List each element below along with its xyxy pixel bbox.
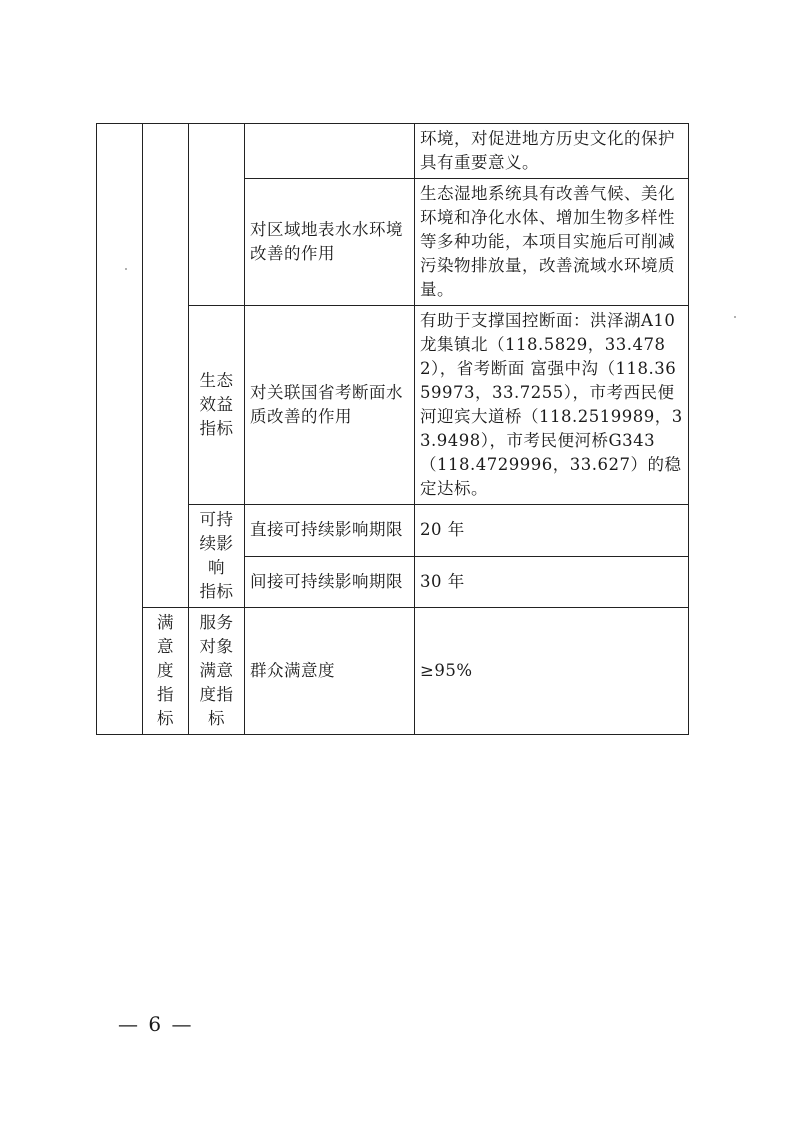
indicator-cell (245, 124, 415, 179)
satisfaction-category-cell: 满 意 度 指 标 (143, 608, 189, 735)
value-cell: 20 年 (415, 505, 689, 557)
value-cell: 30 年 (415, 556, 689, 608)
third-level-cell (189, 124, 245, 306)
indicator-cell: 直接可持续影响期限 (245, 505, 415, 557)
first-level-cell (97, 124, 143, 735)
ecological-benefit-group-cell: 生态 效益 指标 (189, 306, 245, 505)
indicator-cell: 对区域地表水水环境改善的作用 (245, 179, 415, 306)
second-level-cell (143, 124, 189, 608)
value-cell: 生态湿地系统具有改善气候、美化环境和净化水体、增加生物多样性等多种功能，本项目实施后可削减污染物排放量，改善流域水环境质量。 (415, 179, 689, 306)
table-row (97, 608, 689, 735)
sustainability-group-cell: 可持 续影 响 指标 (189, 505, 245, 608)
indicator-cell: 群众满意度 (245, 608, 415, 735)
value-cell: 有助于支撑国控断面：洪泽湖A10龙集镇北（118.5829，33.4782），省考断面 富强中沟（118.3659973，33.7255），市考西民便河迎宾大道桥（118.2519989，33.9498），市考民便河桥G343（118.4729996，33.627）的稳定达标。 (415, 306, 689, 505)
indicator-cell: 对关联国省考断面水质改善的作用 (245, 306, 415, 505)
satisfaction-group-cell: 服务 对象 满意 度指 标 (189, 608, 245, 735)
scan-speck (734, 316, 736, 318)
indicator-cell: 间接可持续影响期限 (245, 556, 415, 608)
value-cell: 环境，对促进地方历史文化的保护具有重要意义。 (415, 124, 689, 179)
value-cell: ≥95% (415, 608, 689, 735)
table-row (97, 124, 689, 179)
page-number: — 6 — (118, 1012, 194, 1036)
performance-indicator-table (96, 123, 689, 735)
